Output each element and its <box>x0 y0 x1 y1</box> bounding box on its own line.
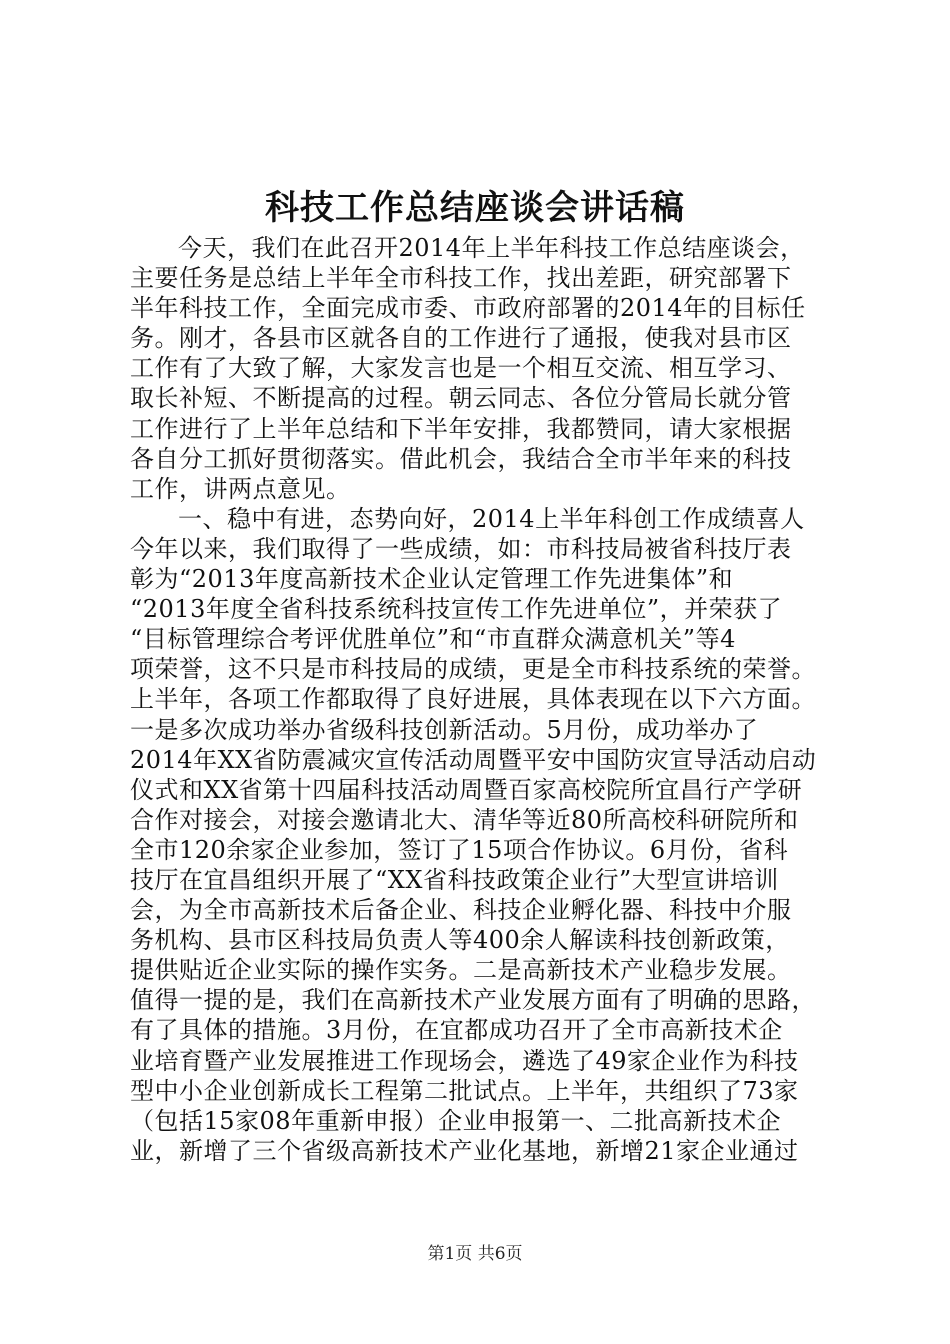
section-heading: 一、稳中有进，态势向好，2014上半年科创工作成绩喜人 <box>178 504 805 533</box>
body-line: 会，为全市高新技术后备企业、科技企业孵化器、科技中介服 <box>130 896 792 925</box>
body-line: 今年以来，我们取得了一些成绩，如：市科技局被省科技厅表 <box>130 534 792 563</box>
body-line: “2013年度全省科技系统科技宣传工作先进单位”，并荣获了 <box>130 595 783 624</box>
body-line: 务机构、县市区科技局负责人等400余人解读科技创新政策， <box>130 926 790 955</box>
body-line: 一是多次成功举办省级科技创新活动。5月份，成功举办了 <box>130 715 759 744</box>
body-line: 技厅在宜昌组织开展了“XX省科技政策企业行”大型宣讲培训 <box>130 865 779 894</box>
body-line: “目标管理综合考评优胜单位”和“市直群众满意机关”等4 <box>130 625 736 654</box>
body-line: 业，新增了三个省级高新技术产业化基地，新增21家企业通过 <box>130 1136 799 1165</box>
body-line: 提供贴近企业实际的操作实务。二是高新技术产业稳步发展。 <box>130 956 792 985</box>
body-line: （包括15家08年重新申报）企业申报第一、二批高新技术企 <box>130 1106 782 1135</box>
page-number: 第1页 共6页 <box>427 1244 523 1264</box>
body-line: 务。刚才，各县市区就各自的工作进行了通报，使我对县市区 <box>130 324 792 353</box>
body-line: 取长补短、不断提高的过程。朝云同志、各位分管局长就分管 <box>130 384 792 413</box>
body-line: 有了具体的措施。3月份，在宜都成功召开了全市高新技术企 <box>130 1016 783 1045</box>
body-line: 各自分工抓好贯彻落实。借此机会，我结合全市半年来的科技 <box>130 444 792 473</box>
body-line: 2014年XX省防震减灾宣传活动周暨平安中国防灾宣导活动启动 <box>130 745 817 774</box>
document-body <box>130 233 830 1166</box>
body-line: 主要任务是总结上半年全市科技工作，找出差距，研究部署下 <box>130 264 792 293</box>
body-line: 工作有了大致了解，大家发言也是一个相互交流、相互学习、 <box>130 354 792 383</box>
document-title: 科技工作总结座谈会讲话稿 <box>265 188 685 228</box>
body-line: 工作进行了上半年总结和下半年安排，我都赞同，请大家根据 <box>130 414 792 443</box>
body-line: 业培育暨产业发展推进工作现场会，遴选了49家企业作为科技 <box>130 1046 799 1075</box>
body-line: 半年科技工作，全面完成市委、市政府部署的2014年的目标任 <box>130 294 806 323</box>
body-line: 工作，讲两点意见。 <box>130 474 351 503</box>
body-line: 项荣誉，这不只是市科技局的成绩，更是全市科技系统的荣誉。 <box>130 655 816 684</box>
body-line: 型中小企业创新成长工程第二批试点。上半年，共组织了73家 <box>130 1076 799 1105</box>
body-line: 今天，我们在此召开2014年上半年科技工作总结座谈会， <box>178 234 805 262</box>
body-line: 值得一提的是，我们在高新技术产业发展方面有了明确的思路， <box>130 986 816 1015</box>
body-line: 彰为“2013年度高新技术企业认定管理工作先进集体”和 <box>130 565 734 594</box>
body-line: 上半年，各项工作都取得了良好进展，具体表现在以下六方面。 <box>130 685 816 714</box>
body-line: 全市120余家企业参加，签订了15项合作协议。6月份，省科 <box>130 835 789 864</box>
body-line: 仪式和XX省第十四届科技活动周暨百家高校院所宜昌行产学研 <box>130 775 803 804</box>
body-line: 合作对接会，对接会邀请北大、清华等近80所高校科研院所和 <box>130 805 799 834</box>
